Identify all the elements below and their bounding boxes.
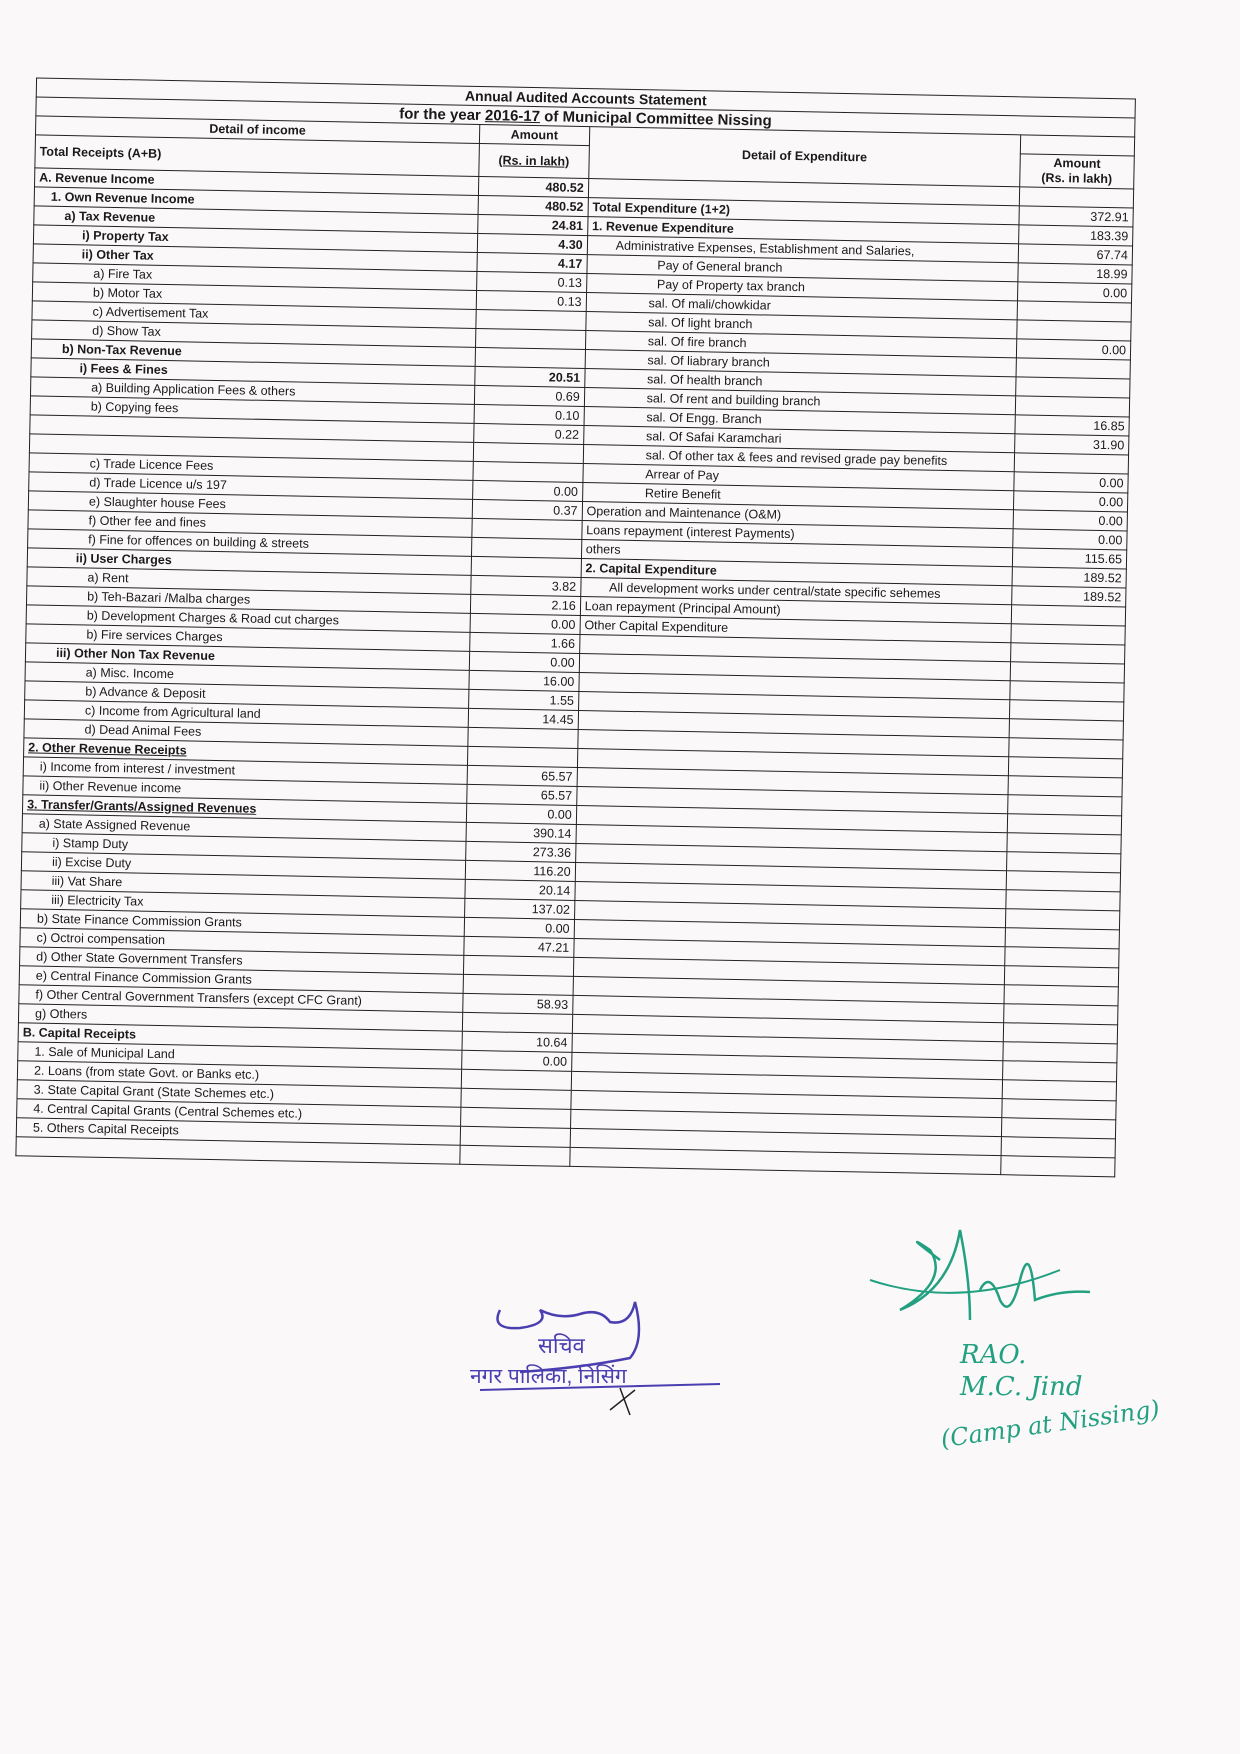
expenditure-amount (1016, 358, 1131, 379)
income-amount (461, 1088, 571, 1109)
income-amount: 137.02 (464, 898, 574, 919)
statement-title: Annual Audited Accounts Statement (36, 78, 1135, 118)
expenditure-amount (1011, 624, 1126, 645)
income-label: a) Misc. Income (25, 662, 469, 690)
expenditure-amount (1017, 320, 1132, 341)
income-amount (463, 955, 573, 976)
expenditure-amount (1007, 795, 1122, 816)
subtitle-prefix: for the year (399, 104, 486, 124)
expenditure-amount: 67.74 (1018, 244, 1133, 265)
amount-income-label: Amount (510, 127, 559, 142)
stamp-line-2: नगर पालिका, निसिंग (470, 1365, 627, 1388)
income-label: c) Octroi compensation (20, 928, 464, 956)
expenditure-amount (1006, 871, 1121, 892)
expenditure-label: sal. Of liabrary branch (585, 350, 1016, 377)
income-amount (472, 518, 582, 539)
income-label: g) Others (18, 1004, 462, 1032)
expenditure-amount (1009, 700, 1124, 721)
income-label: ii) Other Revenue income (23, 776, 467, 804)
expenditure-amount (1011, 605, 1126, 626)
expenditure-amount (1007, 814, 1122, 835)
income-label: iii) Electricity Tax (21, 890, 465, 918)
income-label: 3. Transfer/Grants/Assigned Revenues (22, 795, 466, 823)
expenditure-label: Retire Benefit (582, 483, 1013, 510)
expenditure-amount: 0.00 (1016, 339, 1131, 360)
expenditure-label: 2. Capital Expenditure (581, 558, 1012, 585)
amount-income-header (479, 124, 589, 145)
expenditure-amount (1005, 909, 1120, 930)
income-amount (476, 309, 586, 330)
income-label: i) Stamp Duty (22, 833, 466, 861)
income-amount: 0.10 (474, 404, 584, 425)
income-header: Detail of income (35, 116, 479, 144)
income-label: c) Income from Agricultural land (24, 700, 468, 728)
rao-line-3: (Camp at Nissing) (939, 1394, 1162, 1454)
income-amount: 65.57 (467, 765, 577, 786)
income-amount: 116.20 (465, 860, 575, 881)
expenditure-amount: 16.85 (1015, 415, 1130, 436)
expenditure-label: sal. Of Safai Karamchari (583, 426, 1014, 453)
income-amount: 0.00 (461, 1050, 571, 1071)
rao-signature (860, 1220, 1200, 1460)
expenditure-label: sal. Of other tax & fees and revised grade pay benefits (583, 445, 1014, 472)
income-label: c) Trade Licence Fees (29, 453, 473, 481)
income-label: b) State Finance Commission Grants (20, 909, 464, 937)
income-amount: 10.64 (462, 1031, 572, 1052)
income-label: i) Income from interest / investment (23, 757, 467, 785)
income-label: f) Other Central Government Transfers (except CFC Grant) (19, 985, 463, 1013)
income-amount: 0.00 (464, 917, 574, 938)
subtitle-year: 2016-17 (484, 106, 541, 125)
expenditure-amount (1003, 1042, 1118, 1063)
income-amount (471, 537, 581, 558)
amount-exp-unit-text: (Rs. in lakh) (1041, 170, 1113, 187)
rao-line-2: M.C. Jind (960, 1372, 1083, 1402)
income-amount: 16.00 (469, 670, 579, 691)
income-label: b) Copying fees (30, 396, 474, 424)
expenditure-amount: 115.65 (1012, 548, 1127, 569)
expenditure-amount (1010, 681, 1125, 702)
expenditure-amount: 31.90 (1014, 434, 1129, 455)
income-amount: 47.21 (464, 936, 574, 957)
expenditure-amount (1005, 947, 1120, 968)
income-amount (468, 727, 578, 748)
income-amount: 0.00 (466, 803, 576, 824)
expenditure-amount: 372.91 (1019, 206, 1134, 227)
stamp-line-1: सचिव (538, 1333, 585, 1358)
expenditure-amount (1007, 833, 1122, 854)
income-label: b) Teh-Bazari /Malba charges (26, 586, 470, 614)
expenditure-label: Loan repayment (Principal Amount) (580, 596, 1011, 623)
expenditure-label: Administrative Expenses, Establishment and Salaries, (587, 236, 1018, 263)
income-label: d) Trade Licence u/s 197 (29, 472, 473, 500)
expenditure-amount (1006, 890, 1121, 911)
income-label: 4. Central Capital Grants (Central Schemes etc.) (17, 1099, 461, 1127)
income-amount (460, 1126, 570, 1147)
expenditure-amount (1002, 1061, 1117, 1082)
rao-line-1: RAO. (960, 1340, 1027, 1370)
income-amount (461, 1069, 571, 1090)
income-amount: 4.17 (477, 252, 587, 273)
amount-exp-unit (1020, 154, 1135, 189)
expenditure-amount: 0.00 (1013, 510, 1128, 531)
income-amount (462, 1012, 572, 1033)
income-amount (463, 974, 573, 995)
income-amount (473, 442, 583, 463)
income-amount: 1.55 (468, 689, 578, 710)
income-label: a) Building Application Fees & others (30, 377, 474, 405)
income-label: ii) Excise Duty (21, 852, 465, 880)
expenditure-amount (1001, 1118, 1116, 1139)
expenditure-amount: 0.00 (1013, 529, 1128, 550)
income-amount (460, 1145, 570, 1166)
income-amount (475, 328, 585, 349)
expenditure-label: Loans repayment (interest Payments) (582, 521, 1013, 548)
income-amount: 480.52 (478, 176, 588, 197)
expenditure-label: sal. Of light branch (586, 312, 1017, 339)
income-label: i) Property Tax (33, 225, 477, 253)
accounts-table (15, 77, 1136, 1177)
income-label: d) Dead Animal Fees (24, 719, 468, 747)
income-label: ii) Other Tax (33, 244, 477, 272)
income-amount: 0.00 (469, 651, 579, 672)
expenditure-amount (1001, 1137, 1116, 1158)
income-amount: 1.66 (469, 632, 579, 653)
expenditure-label: Pay of Property tax branch (586, 274, 1017, 301)
expenditure-label: 1. Revenue Expenditure (587, 217, 1018, 244)
income-amount (473, 461, 583, 482)
expenditure-amount (1009, 738, 1124, 759)
expenditure-label: All development works under central/state specific sehemes (580, 577, 1011, 604)
income-amount: 20.14 (465, 879, 575, 900)
expenditure-amount (1015, 377, 1130, 398)
income-amount: 3.82 (471, 575, 581, 596)
expenditure-amount (1017, 301, 1132, 322)
expenditure-amount (1014, 453, 1129, 474)
expenditure-amount: 0.00 (1013, 491, 1128, 512)
income-label: A. Revenue Income (34, 168, 478, 196)
income-label: 2. Loans (from state Govt. or Banks etc.) (17, 1061, 461, 1089)
expenditure-header: Detail of Expenditure (588, 127, 1020, 187)
income-amount: 2.16 (470, 594, 580, 615)
income-amount: 0.22 (473, 423, 583, 444)
income-label: i) Fees & Fines (31, 358, 475, 386)
income-amount (460, 1107, 570, 1128)
expenditure-amount (1004, 966, 1119, 987)
expenditure-amount (1019, 187, 1134, 208)
amount-income-unit: (Rs. in lakh) (479, 143, 590, 178)
secretary-signature-icon (460, 1290, 760, 1430)
income-amount: 24.81 (478, 214, 588, 235)
income-label: iii) Other Non Tax Revenue (25, 643, 469, 671)
income-label: e) Central Finance Commission Grants (19, 966, 463, 994)
income-label: b) Development Charges & Road cut charges (26, 605, 470, 633)
income-label: B. Capital Receipts (18, 1023, 462, 1051)
secretary-signature-stamp (460, 1290, 760, 1430)
income-label: b) Advance & Deposit (25, 681, 469, 709)
expenditure-amount (1002, 1080, 1117, 1101)
expenditure-amount (1004, 985, 1119, 1006)
expenditure-label: Arrear of Pay (583, 464, 1014, 491)
expenditure-amount: 189.52 (1011, 586, 1126, 607)
expenditure-label: Other Capital Expenditure (580, 615, 1011, 642)
income-amount: 0.00 (472, 480, 582, 501)
income-label: b) Fire services Charges (26, 624, 470, 652)
total-receipts-label: Total Receipts (A+B) (35, 135, 479, 177)
expenditure-amount (1010, 643, 1125, 664)
expenditure-label: sal. Of fire branch (585, 331, 1016, 358)
income-label: e) Slaughter house Fees (28, 491, 472, 519)
income-label: 3. State Capital Grant (State Schemes etc.) (17, 1080, 461, 1108)
income-amount: 390.14 (466, 822, 576, 843)
subtitle-suffix: of Municipal Committee Nissing (539, 107, 772, 130)
income-label: a) Tax Revenue (34, 206, 478, 234)
income-label: 1. Sale of Municipal Land (18, 1042, 462, 1070)
income-amount: 273.36 (465, 841, 575, 862)
income-label: f) Other fee and fines (28, 510, 472, 538)
income-label: c) Advertisement Tax (32, 301, 476, 329)
amount-exp-label: Amount (1053, 155, 1101, 171)
income-amount: 0.13 (476, 290, 586, 311)
income-amount: 58.93 (463, 993, 573, 1014)
income-amount (471, 556, 581, 577)
income-label: d) Show Tax (32, 320, 476, 348)
income-amount (475, 347, 585, 368)
expenditure-amount: 183.39 (1018, 225, 1133, 246)
expenditure-amount (1008, 757, 1123, 778)
income-label: a) State Assigned Revenue (22, 814, 466, 842)
expenditure-amount (1003, 1004, 1118, 1025)
income-label: 1. Own Revenue Income (34, 187, 478, 215)
income-label: a) Fire Tax (33, 263, 477, 291)
income-label: 2. Other Revenue Receipts (24, 738, 468, 766)
expenditure-label: others (581, 539, 1012, 566)
expenditure-label: Pay of General branch (587, 255, 1018, 282)
income-label: 5. Others Capital Receipts (16, 1118, 460, 1146)
expenditure-label: sal. Of mali/chowkidar (586, 293, 1017, 320)
income-label: b) Motor Tax (32, 282, 476, 310)
expenditure-label: sal. Of Engg. Branch (584, 407, 1015, 434)
expenditure-label: Operation and Maintenance (O&M) (582, 502, 1013, 529)
income-label: iii) Vat Share (21, 871, 465, 899)
amount-exp-header (1020, 135, 1135, 156)
income-amount: 65.57 (467, 784, 577, 805)
statement-sheet (15, 77, 1136, 1177)
income-amount: 0.69 (474, 385, 584, 406)
rao-signature-icon (860, 1220, 1200, 1340)
income-label: ii) User Charges (27, 548, 471, 576)
income-label: a) Rent (27, 567, 471, 595)
expenditure-amount: 0.00 (1017, 282, 1132, 303)
income-amount: 4.30 (477, 233, 587, 254)
expenditure-amount (1002, 1099, 1117, 1120)
expenditure-amount (1006, 852, 1121, 873)
expenditure-amount (1015, 396, 1130, 417)
expenditure-label: Total Expenditure (1+2) (588, 198, 1019, 225)
expenditure-label: sal. Of health branch (584, 369, 1015, 396)
income-amount: 0.37 (472, 499, 582, 520)
income-amount (467, 746, 577, 767)
income-amount: 20.51 (475, 366, 585, 387)
expenditure-amount (1001, 1156, 1116, 1177)
expenditure-amount: 0.00 (1014, 472, 1129, 493)
expenditure-amount: 18.99 (1018, 263, 1133, 284)
income-amount: 0.00 (470, 613, 580, 634)
income-amount: 0.13 (476, 271, 586, 292)
income-label: f) Fine for offences on building & streets (28, 529, 472, 557)
expenditure-amount: 189.52 (1012, 567, 1127, 588)
expenditure-amount (1010, 662, 1125, 683)
income-label: d) Other State Government Transfers (20, 947, 464, 975)
expenditure-amount (1003, 1023, 1118, 1044)
income-label: b) Non-Tax Revenue (31, 339, 475, 367)
expenditure-amount (1009, 719, 1124, 740)
income-amount: 14.45 (468, 708, 578, 729)
expenditure-amount (1008, 776, 1123, 797)
expenditure-amount (1005, 928, 1120, 949)
income-amount: 480.52 (478, 195, 588, 216)
expenditure-label: sal. Of rent and building branch (584, 388, 1015, 415)
